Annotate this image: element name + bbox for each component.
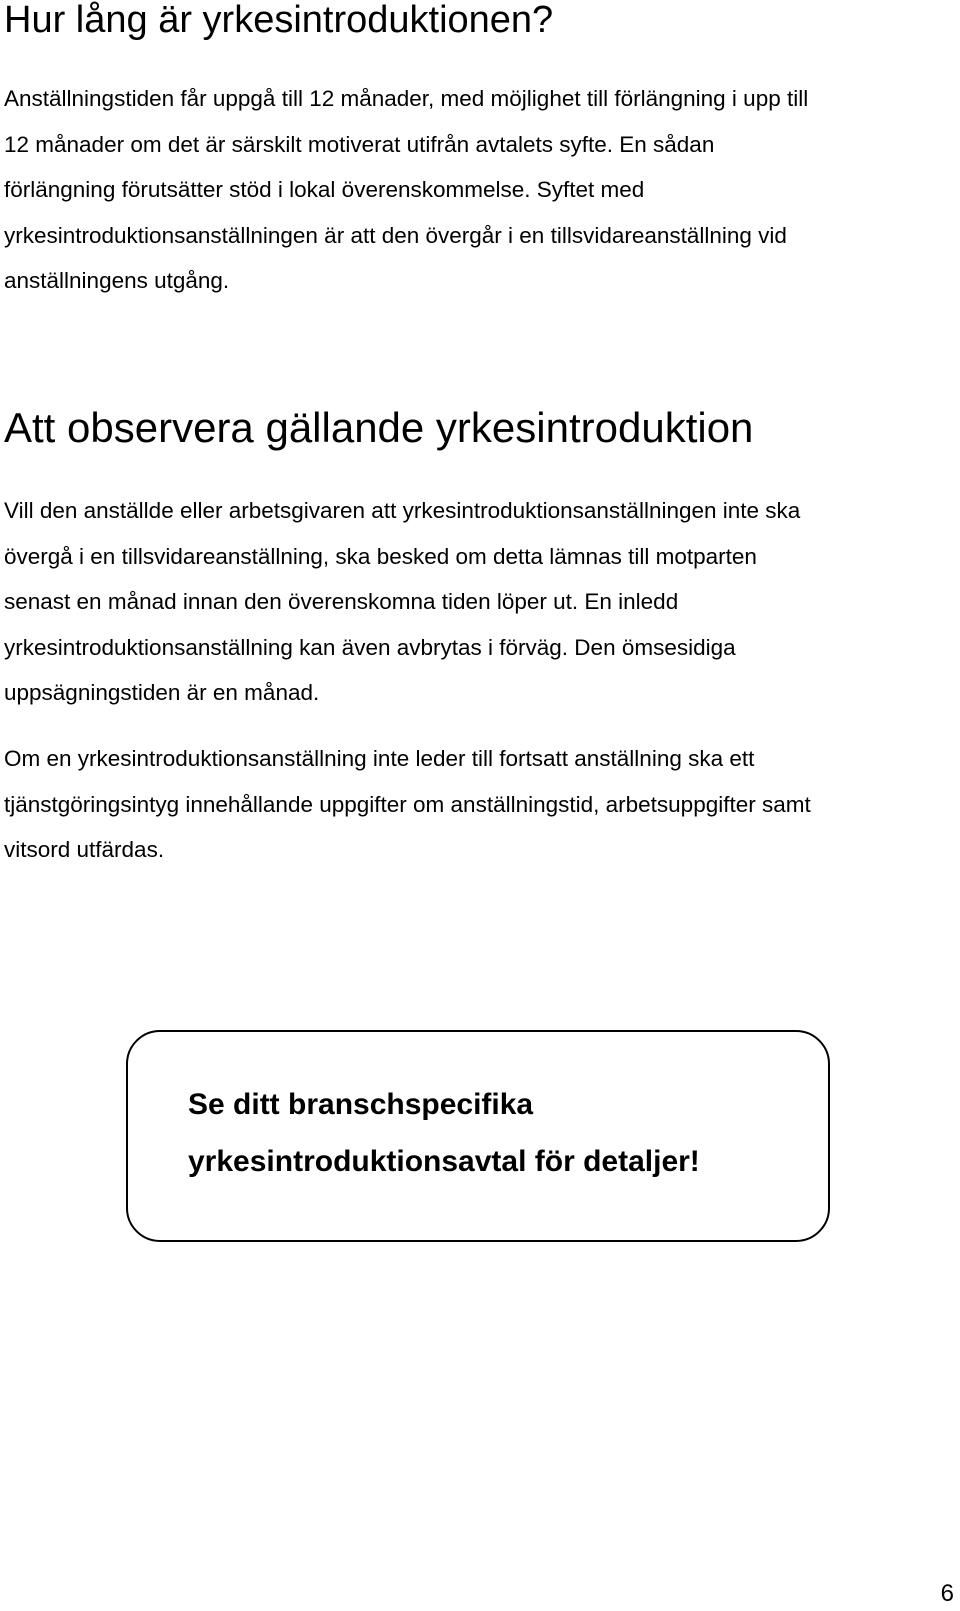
text-line: yrkesintroduktionsanställningen är att den övergår i en tillsvidareanställning vid [4, 222, 787, 248]
page-number: 6 [940, 1580, 954, 1607]
text-line: yrkesintroduktionsanställning kan även avbrytas i förväg. Den ömsesidiga [4, 634, 736, 660]
text-line: senast en månad innan den överenskomna tiden löper ut. En inledd [4, 589, 679, 615]
text-line: vitsord utfärdas. [4, 837, 165, 863]
paragraph-certificate [4, 736, 944, 873]
text-line: 12 månader om det är särskilt motiverat utifrån avtalets syfte. En sådan [4, 131, 715, 157]
text-line: anställningens utgång. [4, 268, 230, 294]
section-heading-length: Hur lång är yrkesintroduktionen? [4, 0, 554, 41]
section-heading-notes: Att observera gällande yrkesintroduktion [4, 404, 754, 451]
text-line: tjänstgöringsintyg innehållande uppgifter om anställningstid, arbetsuppgifter samt [4, 791, 811, 817]
text-line: övergå i en tillsvidareanställning, ska besked om detta lämnas till motparten [4, 543, 757, 569]
text-line: förlängning förutsätter stöd i lokal överenskommelse. Syftet med [4, 177, 645, 203]
paragraph-notice [4, 488, 944, 716]
text-line: Vill den anställde eller arbetsgivaren att yrkesintroduktionsanställningen inte ska [4, 498, 801, 523]
callout-text [188, 1076, 700, 1190]
callout-line: yrkesintroduktionsavtal för detaljer! [188, 1145, 700, 1178]
text-line: uppsägningstiden är en månad. [4, 680, 320, 706]
callout-box [126, 1030, 830, 1242]
text-line: Anställningstiden får uppgå till 12 månader, med möjlighet till förlängning i upp till [4, 86, 809, 111]
text-line: Om en yrkesintroduktionsanställning inte leder till fortsatt anställning ska ett [4, 746, 755, 771]
callout-line: Se ditt branschspecifika [188, 1088, 534, 1121]
paragraph-employment-length [4, 76, 944, 304]
